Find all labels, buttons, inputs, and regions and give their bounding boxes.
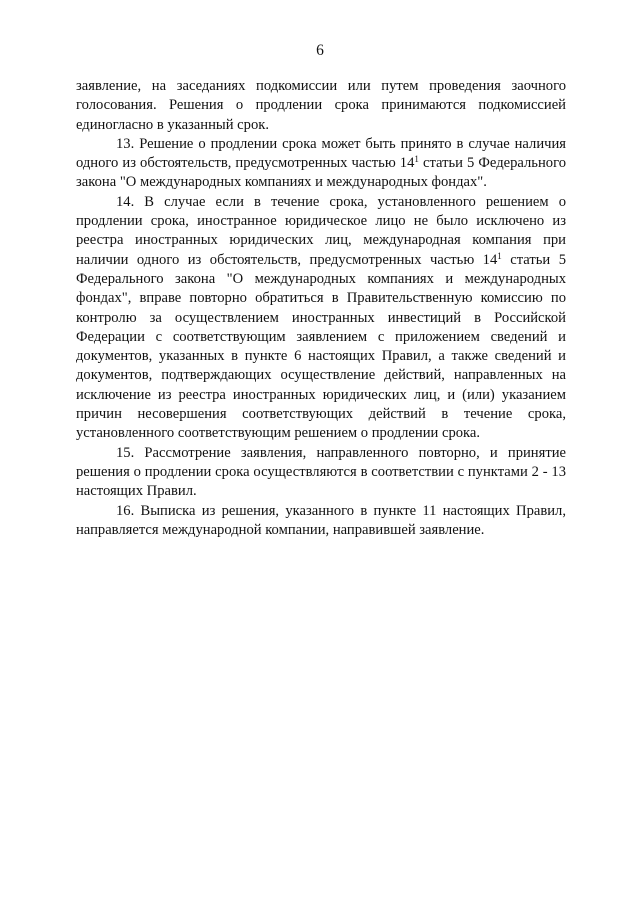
paragraph-15 [76,444,566,502]
page-number: 6 [316,42,324,59]
paragraph-16 [76,502,566,541]
superscript: 1 [497,250,502,261]
paragraph-text: 16. Выписка из решения, указанного в пункте 11 настоящих Правил, направляется международной компании, направившей заявление. [76,502,566,538]
superscript: 1 [414,154,419,165]
paragraph-text-continued: статьи 5 Федерального закона "О международных компаниях и международных фондах", вправе повторно обратиться в Правительственную комиссию по контролю за осуществлением иностранных инвестиций в Российской Федерации с соответствующим заявлением с приложением сведений и документов, указанных в пункте 6 настоящих Правил, а также сведений и документов, подтверждающих осуществление действий, направленных на исключение из реестра иностранных юридических лиц, и (или) указанием причин несовершения соответствующих действий в течение срока, установленного соответствующим решением о продлении срока. [76,251,566,442]
paragraph-13 [76,135,566,193]
paragraph-text: 14. В случае если в течение срока, установленного решением о продлении срока, иностранное юридическое лицо не было исключено из реестра иностранных юридических лиц, международная компания при наличии одного из обстоятельств, предусмотренных частью 14 [76,193,566,268]
paragraph-text: 13. Решение о продлении срока может быть принято в случае наличия одного из обстоятельств, предусмотренных частью 14 [76,135,566,172]
paragraph-text: заявление, на заседаниях подкомиссии или путем проведения заочного голосования. Решения о продлении срока принимаются подкомиссией единогласно в указанный срок. [76,78,566,133]
paragraph-14 [76,193,566,444]
paragraph-text-continued: статьи 5 Федерального закона "О международных компаниях и международных фондах". [76,155,566,191]
document-body [76,77,566,540]
paragraph-continuation [76,77,566,135]
paragraph-text: 15. Рассмотрение заявления, направленного повторно, и принятие решения о продлении срока осуществляются в соответствии с пунктами 2 - 13 настоящих Правил. [76,444,566,500]
